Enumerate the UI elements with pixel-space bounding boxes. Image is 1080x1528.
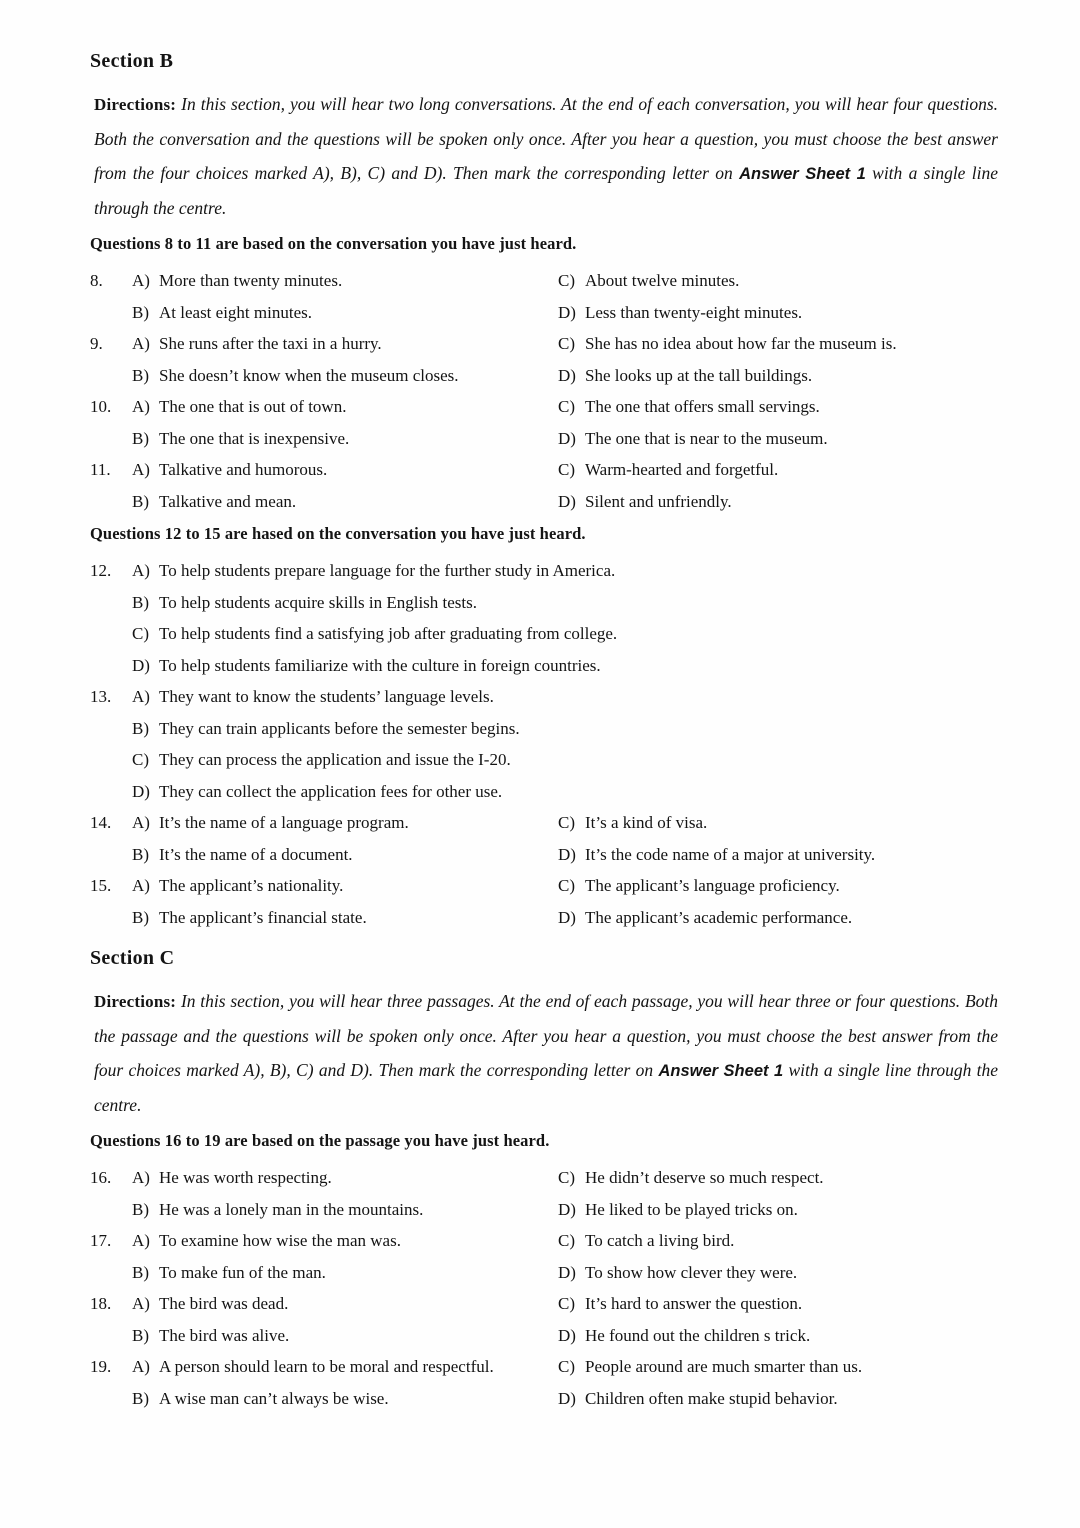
option-label: B)	[132, 1199, 149, 1219]
answer-option	[132, 328, 558, 360]
option-text: It’s the code name of a major at university.	[585, 844, 876, 864]
answer-option	[558, 1257, 998, 1289]
question-option-row	[90, 486, 998, 518]
option-label: A)	[132, 687, 150, 706]
option-label: D)	[558, 365, 576, 385]
question-option-row	[90, 1288, 998, 1320]
option-text: People around are much smarter than us.	[585, 1357, 863, 1376]
answer-option	[132, 713, 998, 745]
option-text: Talkative and humorous.	[159, 460, 328, 479]
option-label: C)	[132, 624, 149, 643]
answer-option	[558, 1383, 998, 1415]
option-label: D)	[558, 907, 576, 927]
section-b-directions	[94, 87, 998, 225]
section-b	[90, 50, 998, 933]
option-label: C)	[558, 334, 575, 353]
question-option-row	[90, 681, 998, 713]
option-label: D)	[132, 655, 150, 675]
answer-option	[132, 1162, 558, 1194]
option-text: To show how clever they were.	[585, 1262, 798, 1282]
option-label: B)	[132, 1325, 149, 1345]
option-label: D)	[558, 491, 576, 511]
question-number: 17.	[90, 1231, 112, 1250]
option-text: She runs after the taxi in a hurry.	[159, 334, 382, 353]
answer-option	[132, 1288, 558, 1320]
section-b-question-groups	[90, 229, 998, 933]
answer-option	[132, 486, 558, 518]
section-b-title: Section B	[90, 50, 174, 72]
option-label: C)	[558, 1168, 575, 1187]
answer-sheet-ref: Answer Sheet 1	[739, 165, 866, 183]
question-option-row	[90, 618, 998, 650]
answer-option	[132, 650, 998, 682]
answer-option	[558, 1288, 998, 1320]
question-option-row	[90, 454, 998, 486]
option-label: D)	[558, 1325, 576, 1345]
option-label: A)	[132, 334, 150, 353]
option-text: More than twenty minutes.	[159, 271, 343, 290]
option-label: C)	[132, 750, 149, 769]
question-number: 15.	[90, 876, 112, 895]
option-label: A)	[132, 561, 150, 580]
option-label: B)	[132, 844, 149, 864]
group-heading: Questions 12 to 15 are hased on the conversation you have just heard.	[90, 524, 586, 543]
question-option-row	[90, 776, 998, 808]
answer-option	[132, 807, 558, 839]
option-label: B)	[132, 365, 149, 385]
option-label: A)	[132, 813, 150, 832]
question-option-row	[90, 713, 998, 745]
answer-option	[132, 555, 998, 587]
question-option-row	[90, 1257, 998, 1289]
answer-option	[558, 423, 998, 455]
option-label: C)	[558, 271, 575, 290]
question-number: 8.	[90, 271, 103, 290]
option-text: The one that is inexpensive.	[159, 428, 350, 448]
option-text: She has no idea about how far the museum is.	[585, 334, 897, 353]
option-text: To catch a living bird.	[585, 1231, 735, 1250]
option-label: A)	[132, 876, 150, 895]
option-label: D)	[558, 1262, 576, 1282]
question-number: 13.	[90, 687, 112, 706]
option-label: A)	[132, 397, 150, 416]
section-c	[90, 947, 998, 1414]
option-text: The applicant’s financial state.	[159, 907, 367, 927]
option-text: It’s a kind of visa.	[585, 813, 708, 832]
option-label: C)	[558, 876, 575, 895]
directions-text-end: with a single line through the centre.	[94, 1060, 999, 1115]
option-text: He liked to be played tricks on.	[585, 1199, 798, 1219]
option-text: They can train applicants before the semester begins.	[159, 718, 520, 738]
option-label: B)	[132, 302, 149, 322]
answer-option	[132, 1257, 558, 1289]
option-label: B)	[132, 592, 149, 612]
answer-option	[558, 1194, 998, 1226]
option-text: The applicant’s academic performance.	[585, 907, 853, 927]
answer-option	[558, 360, 998, 392]
answer-option	[558, 870, 998, 902]
option-text: The applicant’s language proficiency.	[585, 876, 840, 895]
option-label: D)	[558, 1199, 576, 1219]
option-label: B)	[132, 907, 149, 927]
option-label: C)	[558, 1294, 575, 1313]
option-text: They can process the application and issue the I-20.	[159, 750, 511, 769]
option-text: She doesn’t know when the museum closes.	[159, 365, 459, 385]
option-text: Less than twenty-eight minutes.	[585, 302, 803, 322]
question-option-row	[90, 423, 998, 455]
question-option-row	[90, 839, 998, 871]
answer-option	[132, 902, 558, 934]
question-option-row	[90, 360, 998, 392]
option-label: D)	[558, 302, 576, 322]
option-label: C)	[558, 1231, 575, 1250]
answer-option	[558, 902, 998, 934]
question-option-row	[90, 587, 998, 619]
answer-option	[132, 1320, 558, 1352]
option-label: B)	[132, 718, 149, 738]
question-number: 12.	[90, 561, 112, 580]
question-group	[90, 1126, 998, 1414]
question-number: 14.	[90, 813, 112, 832]
answer-option	[558, 486, 998, 518]
section-c-question-groups	[90, 1126, 998, 1414]
option-label: D)	[132, 781, 150, 801]
answer-option	[132, 391, 558, 423]
answer-option	[132, 360, 558, 392]
answer-option	[132, 870, 558, 902]
option-text: A person should learn to be moral and respectful.	[159, 1357, 494, 1376]
question-option-row	[90, 1383, 998, 1415]
option-text: He was worth respecting.	[159, 1168, 332, 1187]
option-text: Talkative and mean.	[159, 491, 297, 511]
option-text: It’s hard to answer the question.	[585, 1294, 803, 1313]
answer-option	[132, 587, 998, 619]
option-text: To make fun of the man.	[159, 1262, 326, 1282]
answer-option	[132, 265, 558, 297]
answer-option	[132, 1225, 558, 1257]
option-label: C)	[558, 397, 575, 416]
option-label: A)	[132, 271, 150, 290]
question-group	[90, 519, 998, 933]
option-label: B)	[132, 428, 149, 448]
option-text: The one that is near to the museum.	[585, 428, 828, 448]
answer-option	[558, 839, 998, 871]
question-option-row	[90, 807, 998, 839]
question-option-row	[90, 744, 998, 776]
option-text: A wise man can’t always be wise.	[159, 1388, 389, 1408]
option-text: He found out the children s trick.	[585, 1325, 811, 1345]
option-text: They can collect the application fees for other use.	[159, 781, 503, 801]
question-group	[90, 229, 998, 517]
option-label: A)	[132, 1357, 150, 1376]
answer-option	[558, 265, 998, 297]
option-label: C)	[558, 460, 575, 479]
answer-option	[132, 1351, 558, 1383]
answer-option	[558, 391, 998, 423]
answer-sheet-ref: Answer Sheet 1	[658, 1062, 784, 1080]
question-option-row	[90, 1351, 998, 1383]
answer-option	[558, 1225, 998, 1257]
answer-option	[132, 776, 998, 808]
option-label: A)	[132, 460, 150, 479]
option-text: Children often make stupid behavior.	[585, 1388, 838, 1408]
question-option-row	[90, 555, 998, 587]
option-text: It’s the name of a document.	[159, 844, 353, 864]
question-number: 16.	[90, 1168, 112, 1187]
directions-text-end: with a single line through the centre.	[94, 163, 998, 218]
option-text: The one that is out of town.	[159, 397, 347, 416]
question-number: 18.	[90, 1294, 112, 1313]
option-label: A)	[132, 1294, 150, 1313]
answer-option	[132, 1194, 558, 1226]
option-label: D)	[558, 844, 576, 864]
question-option-row	[90, 391, 998, 423]
question-number: 10.	[90, 397, 112, 416]
question-option-row	[90, 1225, 998, 1257]
option-text: The one that offers small servings.	[585, 397, 820, 416]
directions-label: Directions:	[94, 992, 177, 1011]
question-number: 19.	[90, 1357, 112, 1376]
answer-option	[558, 328, 998, 360]
option-label: C)	[558, 813, 575, 832]
question-option-row	[90, 650, 998, 682]
answer-option	[132, 839, 558, 871]
question-option-row	[90, 265, 998, 297]
question-option-row	[90, 870, 998, 902]
option-label: B)	[132, 1262, 149, 1282]
option-label: D)	[558, 428, 576, 448]
answer-option	[558, 1351, 998, 1383]
option-text: At least eight minutes.	[159, 302, 312, 322]
option-text: The bird was alive.	[159, 1325, 290, 1345]
option-label: D)	[558, 1388, 576, 1408]
question-option-row	[90, 328, 998, 360]
option-text: He was a lonely man in the mountains.	[159, 1199, 424, 1219]
section-c-directions	[94, 984, 998, 1122]
option-text: Warm-hearted and forgetful.	[585, 460, 779, 479]
answer-option	[132, 744, 998, 776]
option-text: To help students familiarize with the culture in foreign countries.	[159, 655, 601, 675]
answer-option	[132, 454, 558, 486]
option-text: The bird was dead.	[159, 1294, 289, 1313]
option-label: C)	[558, 1357, 575, 1376]
question-option-row	[90, 902, 998, 934]
question-number: 9.	[90, 334, 103, 353]
answer-option	[132, 618, 998, 650]
directions-text: In this section, you will hear two long conversations. At the end of each conversation, you will hear four questions. Both the conversation and the questions will be spoken only once. After you hear a question, you must choose the best answer from the four choices marked A), B), C) and D). Then mark the corresponding letter on	[94, 94, 999, 183]
answer-option	[558, 807, 998, 839]
option-label: B)	[132, 1388, 149, 1408]
directions-label: Directions:	[94, 95, 177, 114]
option-label: A)	[132, 1168, 150, 1187]
option-text: To help students prepare language for the further study in America.	[159, 561, 616, 580]
option-text: He didn’t deserve so much respect.	[585, 1168, 824, 1187]
option-label: A)	[132, 1231, 150, 1250]
directions-text: In this section, you will hear three passages. At the end of each passage, you will hear three or four questions. Both the passage and the questions will be spoken only once. After you hear a question, you must choose the best answer from the four choices marked A), B), C) and D). Then mark the corresponding letter on	[94, 991, 999, 1080]
option-text: To examine how wise the man was.	[159, 1231, 401, 1250]
answer-option	[132, 1383, 558, 1415]
option-text: About twelve minutes.	[585, 271, 740, 290]
option-text: It’s the name of a language program.	[159, 813, 409, 832]
option-text: She looks up at the tall buildings.	[585, 365, 813, 385]
question-option-row	[90, 297, 998, 329]
answer-option	[558, 1320, 998, 1352]
option-label: B)	[132, 491, 149, 511]
answer-option	[558, 454, 998, 486]
answer-option	[132, 297, 558, 329]
answer-option	[132, 681, 998, 713]
option-text: To help students acquire skills in English tests.	[159, 592, 478, 612]
option-text: They want to know the students’ language levels.	[159, 687, 494, 706]
answer-option	[558, 297, 998, 329]
question-number: 11.	[90, 460, 111, 479]
option-text: Silent and unfriendly.	[585, 491, 732, 511]
question-option-row	[90, 1194, 998, 1226]
group-heading: Questions 8 to 11 are based on the conversation you have just heard.	[90, 234, 577, 253]
question-option-row	[90, 1162, 998, 1194]
answer-option	[558, 1162, 998, 1194]
option-text: To help students find a satisfying job after graduating from college.	[159, 624, 618, 643]
answer-option	[132, 423, 558, 455]
question-option-row	[90, 1320, 998, 1352]
option-text: The applicant’s nationality.	[159, 876, 344, 895]
section-c-title: Section C	[90, 947, 175, 969]
group-heading: Questions 16 to 19 are based on the passage you have just heard.	[90, 1131, 550, 1150]
